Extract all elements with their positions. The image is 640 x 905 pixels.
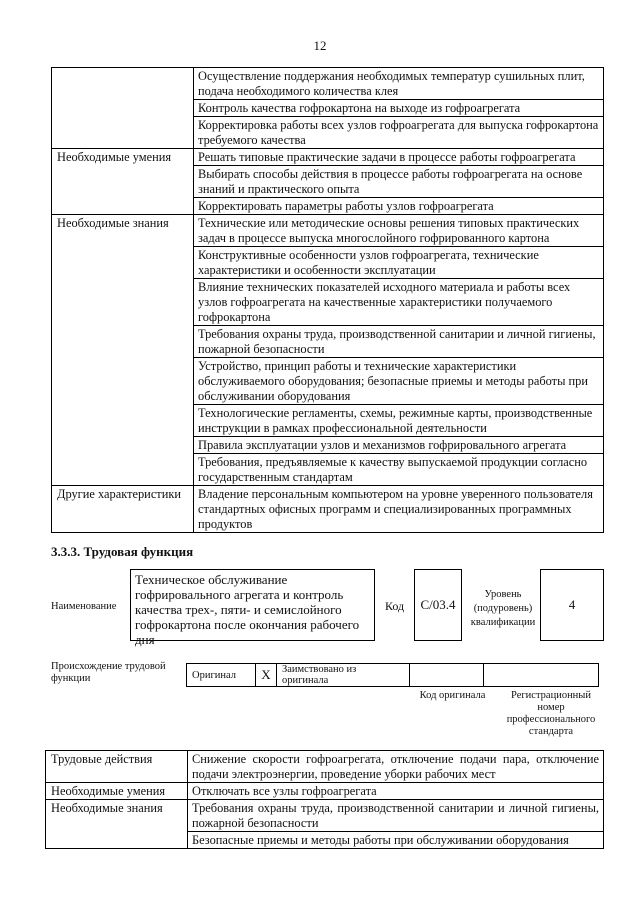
code-value: C/03.4 bbox=[414, 569, 462, 641]
table-row bbox=[46, 783, 604, 800]
row-item: Требования, предъявляемые к качеству выпускаемой продукции согласно государственным стандартам bbox=[194, 454, 604, 486]
row-item: Правила эксплуатации узлов и механизмов гофрировального агрегата bbox=[194, 437, 604, 454]
function-name: Техническое обслуживание гофрировального агрегата и контроль качества трех-, пяти- и семислойного гофрокартона после окончания рабочего дня bbox=[130, 569, 375, 641]
code-label: Код bbox=[385, 599, 405, 613]
row-item: Владение персональным компьютером на уровне уверенного пользователя стандартных офисных программ и специализированных программных продуктов bbox=[194, 486, 604, 533]
reg-number-caption: Регистрационный номер профессионального стандарта bbox=[506, 690, 596, 737]
table-row bbox=[52, 486, 604, 533]
original-label: Оригинал bbox=[186, 663, 256, 687]
level-label: Уровень (подуровень) квалификации bbox=[470, 589, 536, 628]
row-item: Отключать все узлы гофроагрегата bbox=[188, 783, 604, 800]
row-item: Снижение скорости гофроагрегата, отключение подачи пара, отключение подачи электроэнергии, проведение уборки рабочих мест bbox=[188, 751, 604, 783]
labor-function-table bbox=[45, 750, 604, 849]
reg-number-box bbox=[483, 663, 599, 687]
competency-table-continued bbox=[51, 67, 604, 533]
row-category: Трудовые действия bbox=[46, 751, 188, 783]
row-item: Безопасные приемы и методы работы при обслуживании оборудования bbox=[188, 832, 604, 849]
row-item: Технические или методические основы решения типовых практических задач в процессе выпуска многослойного гофрированного картона bbox=[194, 215, 604, 247]
row-item: Конструктивные особенности узлов гофроагрегата, технические характеристики и особенности эксплуатации bbox=[194, 247, 604, 279]
row-item: Технологические регламенты, схемы, режимные карты, производственные инструкции в рамках профессиональной деятельности bbox=[194, 405, 604, 437]
table-row bbox=[52, 149, 604, 166]
borrowed-label: Заимствовано из оригинала bbox=[276, 663, 410, 687]
row-category: Необходимые знания bbox=[52, 215, 194, 486]
row-item: Выбирать способы действия в процессе работы гофроагрегата на основе знаний и практического опыта bbox=[194, 166, 604, 198]
row-item: Корректировка работы всех узлов гофроагрегата для выпуска гофрокартона требуемого качества bbox=[194, 117, 604, 149]
page-number: 12 bbox=[313, 38, 327, 53]
row-category: Необходимые умения bbox=[52, 149, 194, 215]
row-category: Необходимые умения bbox=[46, 783, 188, 800]
origin-row bbox=[187, 663, 599, 687]
row-category: Необходимые знания bbox=[46, 800, 188, 849]
level-value: 4 bbox=[540, 569, 604, 641]
table-row bbox=[46, 751, 604, 783]
name-label: Наименование bbox=[51, 601, 117, 612]
row-item: Устройство, принцип работы и технические характеристики обслуживаемого оборудования; безопасные приемы и методы работы при обслуживании оборудования bbox=[194, 358, 604, 405]
code-original-caption: Код оригинала bbox=[419, 690, 486, 701]
original-mark: X bbox=[255, 663, 277, 687]
table-row bbox=[46, 800, 604, 832]
row-item: Требования охраны труда, производственной санитарии и личной гигиены, пожарной безопасности bbox=[194, 326, 604, 358]
row-item: Решать типовые практические задачи в процессе работы гофроагрегата bbox=[194, 149, 604, 166]
row-item: Корректировать параметры работы узлов гофроагрегата bbox=[194, 198, 604, 215]
code-original-box bbox=[409, 663, 484, 687]
row-category bbox=[52, 68, 194, 149]
table-row bbox=[52, 68, 604, 100]
table-row bbox=[52, 215, 604, 247]
row-item: Требования охраны труда, производственной санитарии и личной гигиены, пожарной безопасности bbox=[188, 800, 604, 832]
section-heading: 3.3.3. Трудовая функция bbox=[51, 544, 194, 559]
origin-label: Происхождение трудовой функции bbox=[51, 661, 166, 684]
row-item: Осуществление поддержания необходимых температур сушильных плит, подача необходимого количества клея bbox=[194, 68, 604, 100]
row-item: Влияние технических показателей исходного материала и работы всех узлов гофроагрегата на качественные характеристики получаемого гофрокартона bbox=[194, 279, 604, 326]
row-item: Контроль качества гофрокартона на выходе из гофроагрегата bbox=[194, 100, 604, 117]
row-category: Другие характеристики bbox=[52, 486, 194, 533]
